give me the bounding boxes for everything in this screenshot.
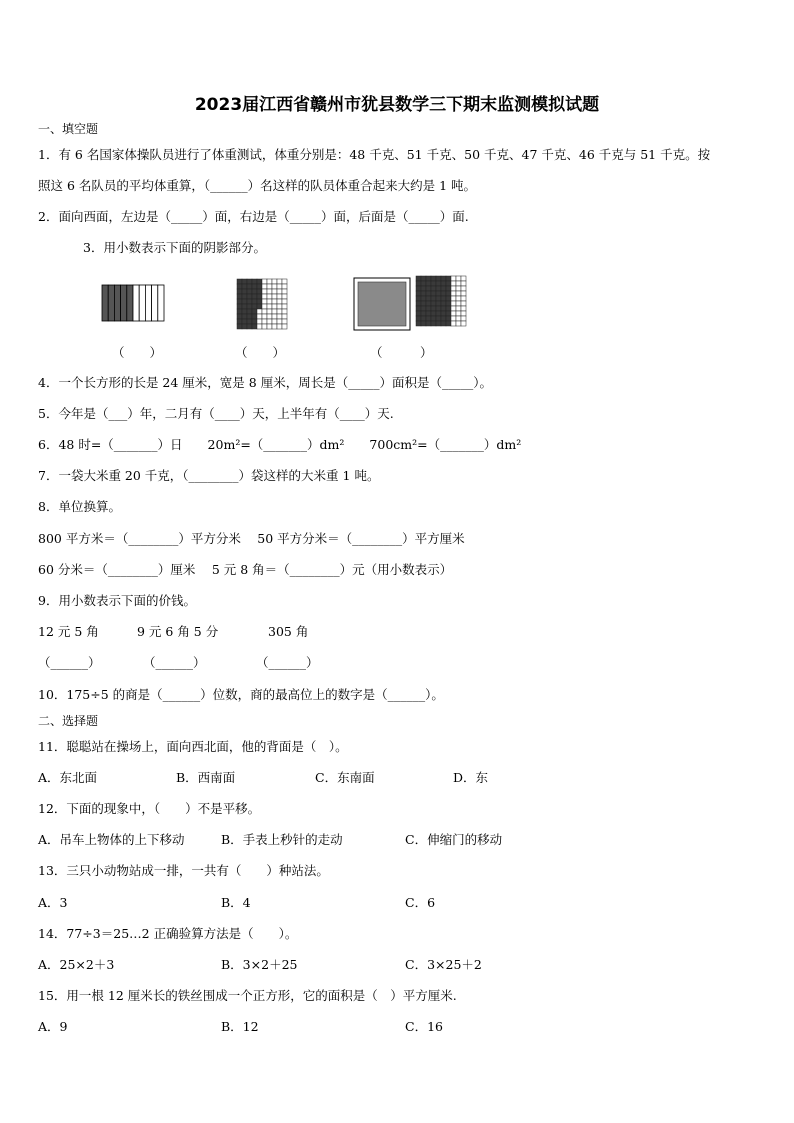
grid-cell	[272, 314, 277, 319]
grid-cell	[446, 286, 451, 291]
grid-cell	[426, 286, 431, 291]
grid-cell	[456, 311, 461, 316]
grid-cell	[421, 301, 426, 306]
grid-cell	[446, 296, 451, 301]
grid-cell	[282, 309, 287, 314]
grid-cell	[461, 321, 466, 326]
decimal-strip-figure	[101, 284, 165, 322]
grid-cell	[282, 284, 287, 289]
question-1-line-1: 1．有 6 名国家体操队员进行了体重测试，体重分别是：48 千克、51 千克、50 千克、47 千克、46 千克与 51 千克。按	[38, 147, 711, 162]
question-14: 14．77÷3＝25…2 正确验算方法是（ ）。	[38, 926, 298, 941]
grid-cell	[441, 291, 446, 296]
q11-option-a: A．东北面	[38, 770, 98, 785]
grid-cell	[426, 311, 431, 316]
grid-cell	[421, 306, 426, 311]
grid-cell	[267, 304, 272, 309]
grid-cell	[257, 324, 262, 329]
grid-cell	[456, 286, 461, 291]
grid-cell	[262, 319, 267, 324]
q12-option-c: C．伸缩门的移动	[405, 832, 503, 847]
grid-cell	[252, 284, 257, 289]
grid-cell	[416, 311, 421, 316]
grid-cell	[416, 301, 421, 306]
section-fill-blank-heading: 一、填空题	[38, 122, 99, 136]
grid-cell	[257, 319, 262, 324]
question-10: 10．175÷5 的商是（______）位数，商的最高位上的数字是（______）。	[38, 687, 444, 702]
figure-1-answer-blank: （ ）	[112, 345, 163, 360]
grid-cell	[416, 321, 421, 326]
grid-cell	[431, 281, 436, 286]
grid-cell	[416, 291, 421, 296]
grid-cell	[252, 324, 257, 329]
grid-cell	[277, 309, 282, 314]
grid-cell	[461, 276, 466, 281]
q11-option-d: D．东	[453, 770, 489, 785]
grid-cell	[267, 279, 272, 284]
grid-cell	[267, 324, 272, 329]
grid-cell	[461, 301, 466, 306]
grid-cell	[421, 296, 426, 301]
grid-cell	[426, 291, 431, 296]
grid-cell	[421, 321, 426, 326]
grid-cell	[431, 306, 436, 311]
grid-cell	[242, 304, 247, 309]
grid-cell	[416, 296, 421, 301]
grid-cell	[416, 316, 421, 321]
grid-cell	[247, 304, 252, 309]
question-4: 4．一个长方形的长是 24 厘米，宽是 8 厘米，周长是（_____）面积是（_____）。	[38, 375, 492, 390]
grid-cell	[431, 301, 436, 306]
grid-cell	[237, 309, 242, 314]
grid-cell	[272, 279, 277, 284]
grid-cell	[242, 284, 247, 289]
page-title: 2023届江西省赣州市犹县数学三下期末监测模拟试题	[194, 95, 600, 115]
grid-cell	[242, 324, 247, 329]
grid-cell	[247, 324, 252, 329]
grid-cell	[267, 314, 272, 319]
grid-cell	[451, 276, 456, 281]
grid-cell	[237, 299, 242, 304]
grid-cell	[441, 316, 446, 321]
strip-cell	[158, 285, 164, 321]
grid-cell	[426, 296, 431, 301]
grid-cell	[252, 319, 257, 324]
grid-cell	[242, 289, 247, 294]
grid-cell	[426, 316, 431, 321]
grid-cell	[441, 286, 446, 291]
grid-cell	[446, 301, 451, 306]
grid-cell	[272, 299, 277, 304]
question-8: 8．单位换算。	[38, 499, 121, 514]
grid-cell	[436, 291, 441, 296]
grid-cell	[446, 276, 451, 281]
grid-cell	[421, 311, 426, 316]
grid-cell	[461, 281, 466, 286]
grid-cell	[257, 279, 262, 284]
grid-cell	[267, 284, 272, 289]
grid-cell	[282, 319, 287, 324]
grid-cell	[262, 304, 267, 309]
full-square-fill	[358, 282, 406, 326]
grid-cell	[262, 289, 267, 294]
grid-cell	[257, 304, 262, 309]
q15-option-a: A．9	[38, 1019, 68, 1034]
strip-cell	[114, 285, 120, 321]
grid-cell	[247, 309, 252, 314]
strip-cell	[102, 285, 108, 321]
figure-2-answer-blank: （ ）	[235, 345, 286, 360]
grid-cell	[436, 311, 441, 316]
grid-cell	[277, 304, 282, 309]
grid-cell	[242, 294, 247, 299]
grid-cell	[242, 279, 247, 284]
question-3: 3．用小数表示下面的阴影部分。	[83, 240, 266, 255]
grid-cell	[242, 314, 247, 319]
grid-cell	[242, 299, 247, 304]
grid-cell	[451, 301, 456, 306]
q12-option-a: A．吊车上物体的上下移动	[38, 832, 185, 847]
grid-cell	[252, 294, 257, 299]
question-8-row-2: 60 分米＝（________）厘米 5 元 8 角＝（________）元（用小数表示）	[38, 562, 453, 577]
grid-cell	[431, 296, 436, 301]
grid-cell	[272, 324, 277, 329]
grid-cell	[461, 291, 466, 296]
grid-cell	[441, 311, 446, 316]
grid-cell	[267, 294, 272, 299]
question-15: 15．用一根 12 厘米长的铁丝围成一个正方形，它的面积是（ ）平方厘米.	[38, 988, 457, 1003]
grid-cell	[237, 279, 242, 284]
grid-cell	[247, 294, 252, 299]
grid-cell	[272, 284, 277, 289]
full-square-figure	[353, 277, 411, 331]
grid-cell	[441, 276, 446, 281]
grid-cell	[282, 314, 287, 319]
q15-option-c: C．16	[405, 1019, 443, 1034]
grid-cell	[257, 314, 262, 319]
grid-cell	[247, 284, 252, 289]
q14-option-c: C．3×25＋2	[405, 957, 482, 972]
question-5: 5．今年是（___）年，二月有（____）天，上半年有（____）天.	[38, 406, 394, 421]
q12-option-b: B．手表上秒针的走动	[221, 832, 343, 847]
strip-cell	[133, 285, 139, 321]
grid-cell	[451, 291, 456, 296]
grid-cell	[257, 284, 262, 289]
grid-cell	[436, 286, 441, 291]
grid-cell	[436, 301, 441, 306]
grid-cell	[282, 304, 287, 309]
grid-cell	[431, 286, 436, 291]
grid-cell	[262, 284, 267, 289]
grid-cell	[282, 289, 287, 294]
grid-cell	[461, 286, 466, 291]
grid-cell	[441, 301, 446, 306]
grid-cell	[426, 301, 431, 306]
q13-option-b: B．4	[221, 895, 251, 910]
question-12: 12．下面的现象中，（ ）不是平移。	[38, 801, 261, 816]
grid-cell	[436, 306, 441, 311]
grid-cell	[282, 299, 287, 304]
grid-cell	[242, 309, 247, 314]
hundred-grid-figure	[236, 278, 288, 330]
section-multiple-choice-heading: 二、选择题	[38, 714, 99, 728]
grid-cell	[247, 314, 252, 319]
grid-cell	[252, 309, 257, 314]
grid-cell	[282, 279, 287, 284]
price-answer-blank-1: （______）	[38, 655, 101, 670]
strip-cell	[108, 285, 114, 321]
grid-cell	[257, 294, 262, 299]
grid-cell	[277, 284, 282, 289]
grid-cell	[247, 289, 252, 294]
grid-cell	[421, 286, 426, 291]
strip-cell	[127, 285, 133, 321]
question-8-row-1: 800 平方米＝（________）平方分米 50 平方分米＝（________）平方厘米	[38, 531, 465, 546]
figure-3-answer-blank: （ ）	[370, 345, 433, 360]
grid-cell	[237, 324, 242, 329]
grid-cell	[272, 304, 277, 309]
strip-cell	[139, 285, 145, 321]
grid-cell	[461, 306, 466, 311]
question-6: 6．48 时=（_______）日 20m²=（_______）dm² 700cm²=（_______）dm²	[38, 437, 522, 452]
price-answer-blank-3: （______）	[256, 655, 319, 670]
grid-cell	[456, 301, 461, 306]
grid-cell	[446, 311, 451, 316]
grid-cell	[441, 281, 446, 286]
grid-cell	[426, 276, 431, 281]
q13-option-c: C．6	[405, 895, 436, 910]
q11-option-b: B．西南面	[176, 770, 236, 785]
grid-cell	[262, 299, 267, 304]
grid-cell	[252, 279, 257, 284]
grid-cell	[431, 321, 436, 326]
grid-cell	[456, 296, 461, 301]
question-11: 11．聪聪站在操场上，面向西北面，他的背面是（ ）。	[38, 739, 348, 754]
grid-cell	[441, 321, 446, 326]
grid-cell	[237, 294, 242, 299]
grid-cell	[267, 309, 272, 314]
grid-cell	[421, 316, 426, 321]
grid-cell	[277, 294, 282, 299]
grid-cell	[242, 319, 247, 324]
grid-cell	[446, 316, 451, 321]
strip-cell	[145, 285, 151, 321]
price-item-2: 9 元 6 角 5 分	[137, 624, 219, 639]
grid-cell	[262, 309, 267, 314]
grid-cell	[456, 306, 461, 311]
grid-cell	[416, 306, 421, 311]
grid-cell	[451, 286, 456, 291]
price-answer-blank-2: （______）	[143, 655, 206, 670]
grid-cell	[456, 281, 461, 286]
grid-cell	[282, 324, 287, 329]
q14-option-a: A．25×2＋3	[38, 957, 115, 972]
grid-cell	[426, 321, 431, 326]
grid-cell	[416, 276, 421, 281]
grid-cell	[446, 306, 451, 311]
grid-cell	[446, 281, 451, 286]
grid-cell	[272, 289, 277, 294]
grid-cell	[252, 304, 257, 309]
grid-cell	[431, 311, 436, 316]
q14-option-b: B．3×2＋25	[221, 957, 298, 972]
grid-cell	[456, 276, 461, 281]
grid-cell	[416, 281, 421, 286]
grid-cell	[426, 281, 431, 286]
question-9: 9．用小数表示下面的价钱。	[38, 593, 196, 608]
grid-cell	[272, 294, 277, 299]
grid-cell	[267, 319, 272, 324]
grid-cell	[461, 316, 466, 321]
grid-cell	[282, 294, 287, 299]
grid-cell	[252, 289, 257, 294]
grid-cell	[446, 291, 451, 296]
grid-cell	[272, 309, 277, 314]
grid-cell	[436, 321, 441, 326]
grid-cell	[252, 314, 257, 319]
strip-cell	[121, 285, 127, 321]
grid-cell	[416, 286, 421, 291]
grid-cell	[277, 314, 282, 319]
question-2: 2．面向西面，左边是（_____）面，右边是（_____）面，后面是（_____）面.	[38, 209, 469, 224]
grid-cell	[247, 279, 252, 284]
grid-cell	[456, 316, 461, 321]
grid-cell	[451, 296, 456, 301]
grid-cell	[257, 289, 262, 294]
grid-cell	[436, 276, 441, 281]
grid-cell	[262, 279, 267, 284]
grid-cell	[461, 311, 466, 316]
grid-cell	[277, 319, 282, 324]
grid-cell	[431, 316, 436, 321]
grid-cell	[272, 319, 277, 324]
grid-cell	[237, 319, 242, 324]
grid-cell	[431, 291, 436, 296]
grid-cell	[267, 289, 272, 294]
grid-cell	[436, 296, 441, 301]
grid-cell	[262, 314, 267, 319]
q11-option-c: C．东南面	[315, 770, 375, 785]
grid-cell	[237, 304, 242, 309]
question-13: 13．三只小动物站成一排，一共有（ ）种站法。	[38, 863, 329, 878]
grid-cell	[451, 281, 456, 286]
q13-option-a: A．3	[38, 895, 68, 910]
grid-cell	[267, 299, 272, 304]
q15-option-b: B．12	[221, 1019, 259, 1034]
grid-cell	[456, 321, 461, 326]
grid-cell	[451, 311, 456, 316]
partial-grid-figure	[415, 275, 467, 327]
grid-cell	[257, 299, 262, 304]
grid-cell	[247, 299, 252, 304]
grid-cell	[421, 276, 426, 281]
question-7: 7．一袋大米重 20 千克，（________）袋这样的大米重 1 吨。	[38, 468, 380, 483]
price-item-1: 12 元 5 角	[38, 624, 99, 639]
grid-cell	[446, 321, 451, 326]
grid-cell	[431, 276, 436, 281]
strip-cell	[152, 285, 158, 321]
grid-cell	[262, 324, 267, 329]
grid-cell	[421, 291, 426, 296]
question-1-line-2: 照这 6 名队员的平均体重算，（______）名这样的队员体重合起来大约是 1 吨。	[38, 178, 477, 193]
grid-cell	[237, 314, 242, 319]
grid-cell	[277, 324, 282, 329]
grid-cell	[252, 299, 257, 304]
grid-cell	[277, 279, 282, 284]
grid-cell	[451, 306, 456, 311]
grid-cell	[451, 321, 456, 326]
grid-cell	[262, 294, 267, 299]
grid-cell	[421, 281, 426, 286]
grid-cell	[461, 296, 466, 301]
grid-cell	[451, 316, 456, 321]
grid-cell	[247, 319, 252, 324]
grid-cell	[436, 316, 441, 321]
grid-cell	[436, 281, 441, 286]
grid-cell	[441, 296, 446, 301]
grid-cell	[277, 299, 282, 304]
grid-cell	[237, 289, 242, 294]
grid-cell	[277, 289, 282, 294]
grid-cell	[257, 309, 262, 314]
grid-cell	[237, 284, 242, 289]
grid-cell	[456, 291, 461, 296]
grid-cell	[426, 306, 431, 311]
price-item-3: 305 角	[268, 624, 309, 639]
grid-cell	[441, 306, 446, 311]
